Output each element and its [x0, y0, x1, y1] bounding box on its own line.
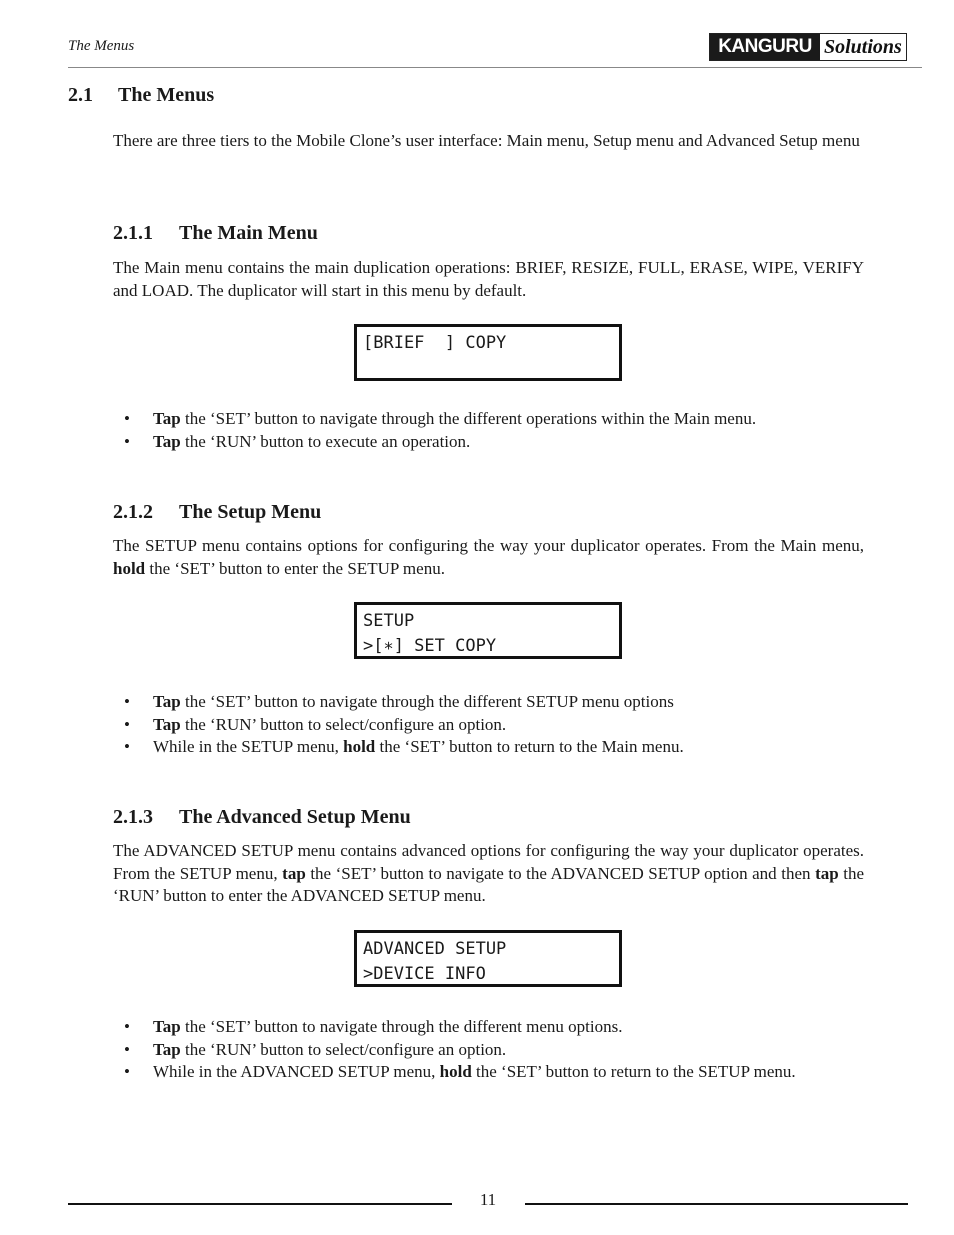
list-item: • Tap the ‘RUN’ button to select/configure an option. [124, 1039, 884, 1062]
lcd-line-2: >[∗] SET COPY [363, 636, 497, 656]
setup-menu-lcd-display [354, 602, 622, 659]
setup-menu-heading [113, 501, 321, 524]
section-intro: There are three tiers to the Mobile Clone’s user interface: Main menu, Setup menu and Advanced Setup menu [113, 131, 860, 150]
setup-menu-bullets [124, 691, 884, 759]
list-item: • While in the ADVANCED SETUP menu, hold the ‘SET’ button to return to the SETUP menu. [124, 1061, 884, 1084]
bullet-icon: • [124, 1017, 130, 1036]
advanced-menu-number: 2.1.3 [113, 806, 153, 828]
list-item: • Tap the ‘SET’ button to navigate through the different SETUP menu options [124, 691, 884, 714]
main-menu-bullets [124, 408, 884, 453]
footer-rule-left [68, 1203, 452, 1205]
section-number: 2.1 [68, 84, 93, 106]
bullet-icon: • [124, 737, 130, 757]
bullet-icon: • [124, 714, 130, 734]
advanced-menu-lcd-display [354, 930, 622, 987]
page-number: 11 [479, 1190, 497, 1209]
lcd-line-1: SETUP [363, 611, 415, 631]
section-heading [68, 84, 214, 107]
main-menu-number: 2.1.1 [113, 222, 153, 244]
lcd-line-2: >DEVICE INFO [363, 964, 486, 984]
section-title: The Menus [118, 84, 215, 106]
advanced-menu-description: The ADVANCED SETUP menu contains advanced options for configuring the way your duplicator operates. From the SETUP menu, tap the ‘SET’ button to navigate to the ADVANCED SETUP option and then tap the ‘RUN’ button to enter the ADVANCED SETUP menu. [113, 841, 865, 905]
lcd-line-1: [BRIEF ] COPY [363, 333, 507, 353]
header-divider [68, 67, 922, 68]
bullet-icon: • [124, 692, 130, 711]
list-item: • Tap the ‘SET’ button to navigate through the different operations within the Main menu. [124, 408, 884, 431]
advanced-menu-bullets [124, 1016, 884, 1084]
advanced-menu-heading [113, 806, 411, 829]
advanced-menu-title: The Advanced Setup Menu [179, 806, 411, 828]
lcd-line-1: ADVANCED SETUP [363, 939, 507, 959]
bullet-icon: • [124, 431, 130, 451]
main-menu-heading [113, 222, 318, 245]
bullet-icon: • [124, 1039, 130, 1059]
main-menu-description: The Main menu contains the main duplication operations: BRIEF, RESIZE, FULL, ERASE, WIPE, VERIFY and LOAD. The duplicator will start in this menu by default. [113, 258, 864, 300]
bullet-icon: • [124, 1062, 130, 1082]
list-item: • While in the SETUP menu, hold the ‘SET’ button to return to the Main menu. [124, 736, 884, 759]
list-item: • Tap the ‘RUN’ button to select/configure an option. [124, 714, 884, 737]
footer-rule-right [525, 1203, 908, 1205]
list-item: • Tap the ‘SET’ button to navigate through the different menu options. [124, 1016, 884, 1039]
main-menu-title: The Main Menu [179, 222, 318, 244]
running-header: The Menus [68, 38, 135, 54]
setup-menu-number: 2.1.2 [113, 501, 153, 523]
setup-menu-title: The Setup Menu [179, 501, 322, 523]
list-item: • Tap the ‘RUN’ button to execute an operation. [124, 431, 884, 454]
logo-tagline: Solutions [820, 34, 906, 60]
setup-menu-description: The SETUP menu contains options for configuring the way your duplicator operates. From the Main menu, hold the ‘SET’ button to enter the SETUP menu. [113, 536, 864, 578]
kanguru-logo [709, 33, 907, 61]
logo-wordmark: KANGURU [710, 34, 820, 60]
main-menu-lcd-display [354, 324, 622, 381]
bullet-icon: • [124, 409, 130, 428]
